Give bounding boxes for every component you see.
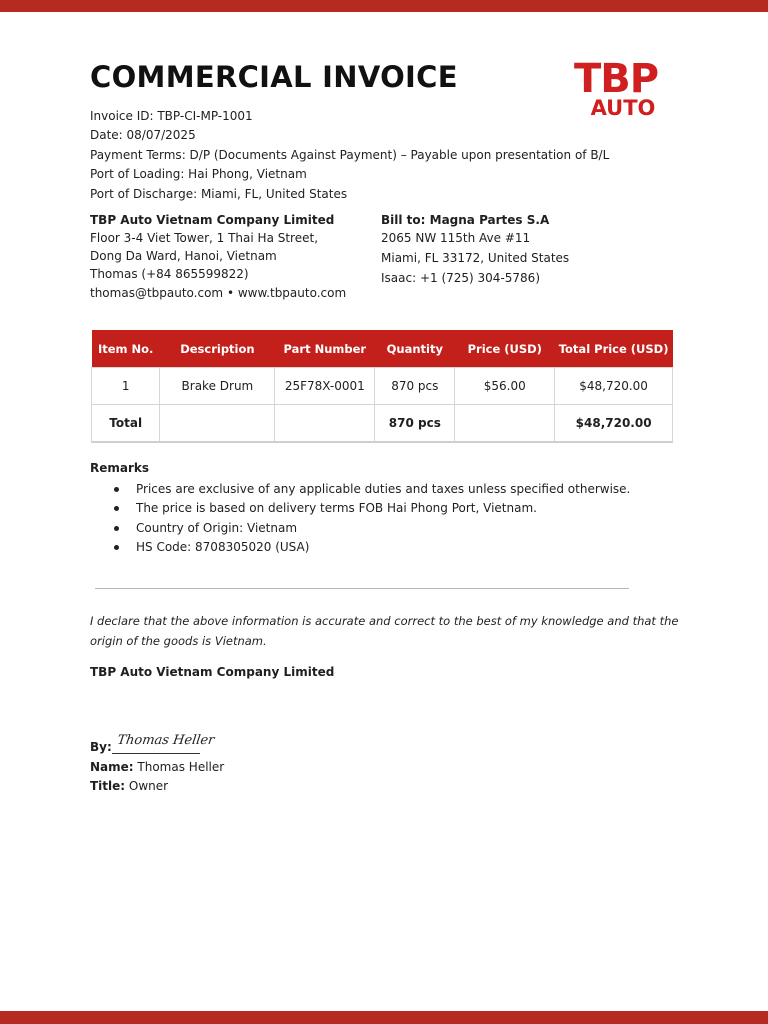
cell-price: $56.00 [455,368,555,405]
list-item: Prices are exclusive of any applicable duties and taxes unless specified otherwise. [90,480,630,499]
seller-block [90,211,346,302]
total-blank-part [275,405,375,443]
buyer-address-line1: 2065 NW 115th Ave #11 [381,231,531,245]
declaration-text: I declare that the above information is accurate and correct to the best of my knowledge and that the origin of the goods is Vietnam. [90,614,679,648]
table-total-row [92,405,673,443]
seller-contact: Thomas (+84 865599822) [90,267,249,281]
items-table [91,330,673,443]
cell-total-price: $48,720.00 [555,368,673,405]
payment-terms: Payment Terms: D/P (Documents Against Payment) – Payable upon presentation of B/L [90,147,610,162]
section-divider [95,588,629,589]
signatory-info [90,758,224,797]
header-description: Description [160,330,275,368]
seller-address-line1: Floor 3-4 Viet Tower, 1 Thai Ha Street, [90,231,319,245]
name-value: Thomas Heller [133,760,225,774]
signatory-title [90,777,224,796]
cell-part-number: 25F78X-0001 [275,368,375,405]
signatory-name [90,758,224,777]
title-value: Owner [125,779,169,794]
invoice-date: Date: 08/07/2025 [90,128,196,143]
header-item-no: Item No. [92,330,160,368]
seller-name: TBP Auto Vietnam Company Limited [90,213,335,227]
logo-text-auto: AUTO [590,96,656,120]
buyer-contact: Isaac: +1 (725) 304-5786) [381,271,540,285]
port-of-loading: Port of Loading: Hai Phong, Vietnam [90,167,307,182]
port-of-discharge: Port of Discharge: Miami, FL, United States [90,186,348,201]
svg-text:Thomas Heller: Thomas Heller [116,733,216,748]
bottom-accent-bar [0,1011,768,1024]
top-accent-bar [0,0,768,12]
bill-to-label: Bill to: Magna Partes S.A [381,213,550,227]
list-item: HS Code: 8708305020 (USA) [90,538,630,557]
name-label: Name: [90,760,134,774]
remarks-heading: Remarks [90,461,150,475]
header-price: Price (USD) [455,330,555,368]
signature-line [112,753,200,754]
seller-email-web: thomas@tbpauto.com • www.tbpauto.com [90,286,347,300]
buyer-block [381,211,569,287]
seller-address-line2: Dong Da Ward, Hanoi, Vietnam [90,249,277,263]
header-part-number: Part Number [275,330,375,368]
cell-quantity: 870 pcs [375,368,455,405]
total-blank-price [455,405,555,443]
header-total-price: Total Price (USD) [555,330,673,368]
total-label: Total [92,405,160,443]
table-header-row [92,330,673,368]
cell-item-no: 1 [92,368,160,405]
cell-description: Brake Drum [160,368,275,405]
title-label: Title: [90,779,126,794]
logo-text-tbp: TBP [573,56,659,102]
signature-row [90,729,230,755]
signing-company: TBP Auto Vietnam Company Limited [90,665,335,679]
header-quantity: Quantity [375,330,455,368]
invoice-meta [90,107,609,204]
remarks-list [90,480,630,558]
total-amount: $48,720.00 [555,405,673,443]
total-blank-description [160,405,275,443]
invoice-id: Invoice ID: TBP-CI-MP-1001 [90,109,253,123]
table-row [92,368,673,405]
buyer-address-line2: Miami, FL 33172, United States [381,251,570,265]
list-item: Country of Origin: Vietnam [90,519,630,538]
total-quantity: 870 pcs [375,405,455,443]
by-label: By: [90,740,112,754]
handwritten-signature [116,729,216,751]
document-title: COMMERCIAL INVOICE [90,60,458,94]
list-item: The price is based on delivery terms FOB Hai Phong Port, Vietnam. [90,499,630,518]
